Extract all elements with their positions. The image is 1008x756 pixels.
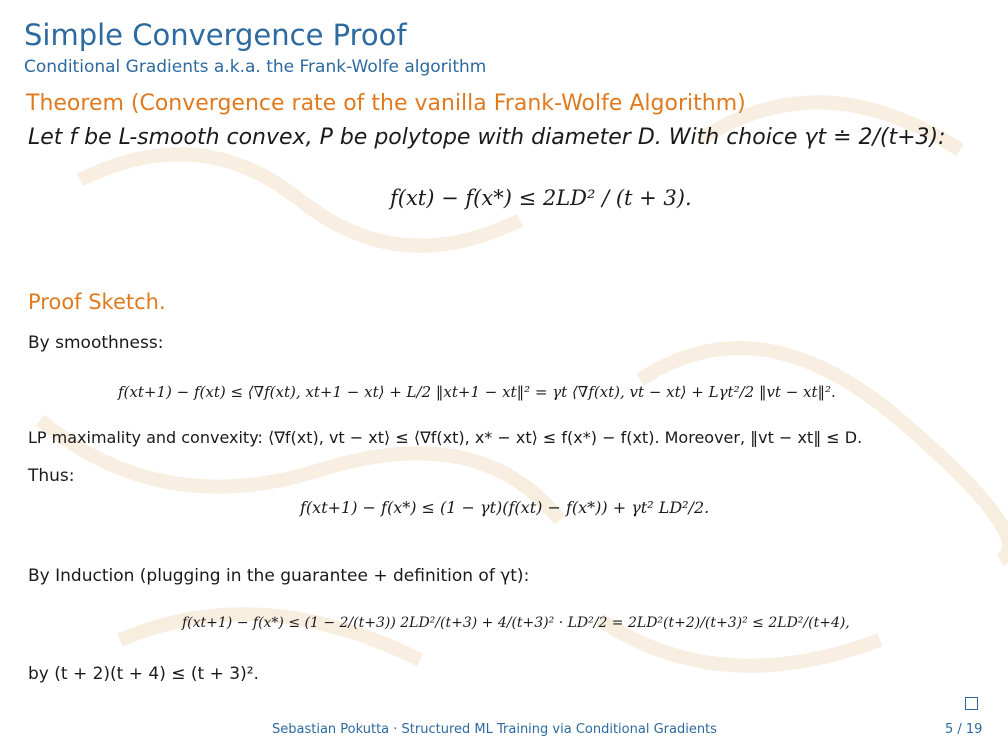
slide-title: Simple Convergence Proof xyxy=(24,18,407,52)
lp-maximality-line: LP maximality and convexity: ⟨∇f(xt), vt − xt⟩ ≤ ⟨∇f(xt), x* − xt⟩ ≤ f(x*) − f(xt). Moreover, ‖vt − xt‖ ≤ D. xyxy=(28,428,863,447)
qed-icon xyxy=(965,697,978,710)
footer-author-title: Sebastian Pokutta · Structured ML Training via Conditional Gradients xyxy=(272,722,717,737)
smoothness-equation: f(xt+1) − f(xt) ≤ ⟨∇f(xt), xt+1 − xt⟩ + L/2 ‖xt+1 − xt‖² = γt ⟨∇f(xt), vt − xt⟩ + Lγt²/2 ‖vt − xt‖². xyxy=(118,383,836,401)
theorem-heading: Theorem (Convergence rate of the vanilla Frank-Wolfe Algorithm) xyxy=(26,91,746,116)
induction-label: By Induction (plugging in the guarantee + definition of γt): xyxy=(28,566,530,586)
final-line: by (t + 2)(t + 4) ≤ (t + 3)². xyxy=(28,664,259,684)
theorem-statement: Let f be L-smooth convex, P be polytope with diameter D. With choice γt ≐ 2/(t+3): xyxy=(28,125,946,150)
slide-subtitle: Conditional Gradients a.k.a. the Frank-Wolfe algorithm xyxy=(24,57,487,77)
induction-equation: f(xt+1) − f(x*) ≤ (1 − 2/(t+3)) 2LD²/(t+3) + 4/(t+3)² · LD²/2 = 2LD²(t+2)/(t+3)² ≤ 2LD²/(t+4), xyxy=(182,615,850,631)
thus-equation: f(xt+1) − f(x*) ≤ (1 − γt)(f(xt) − f(x*)) + γt² LD²/2. xyxy=(300,498,710,517)
smoothness-label: By smoothness: xyxy=(28,333,164,353)
thus-label: Thus: xyxy=(28,466,75,486)
theorem-equation: f(xt) − f(x*) ≤ 2LD² / (t + 3). xyxy=(390,186,692,210)
footer-page-number: 5 / 19 xyxy=(945,722,983,737)
proof-heading: Proof Sketch. xyxy=(28,290,166,314)
